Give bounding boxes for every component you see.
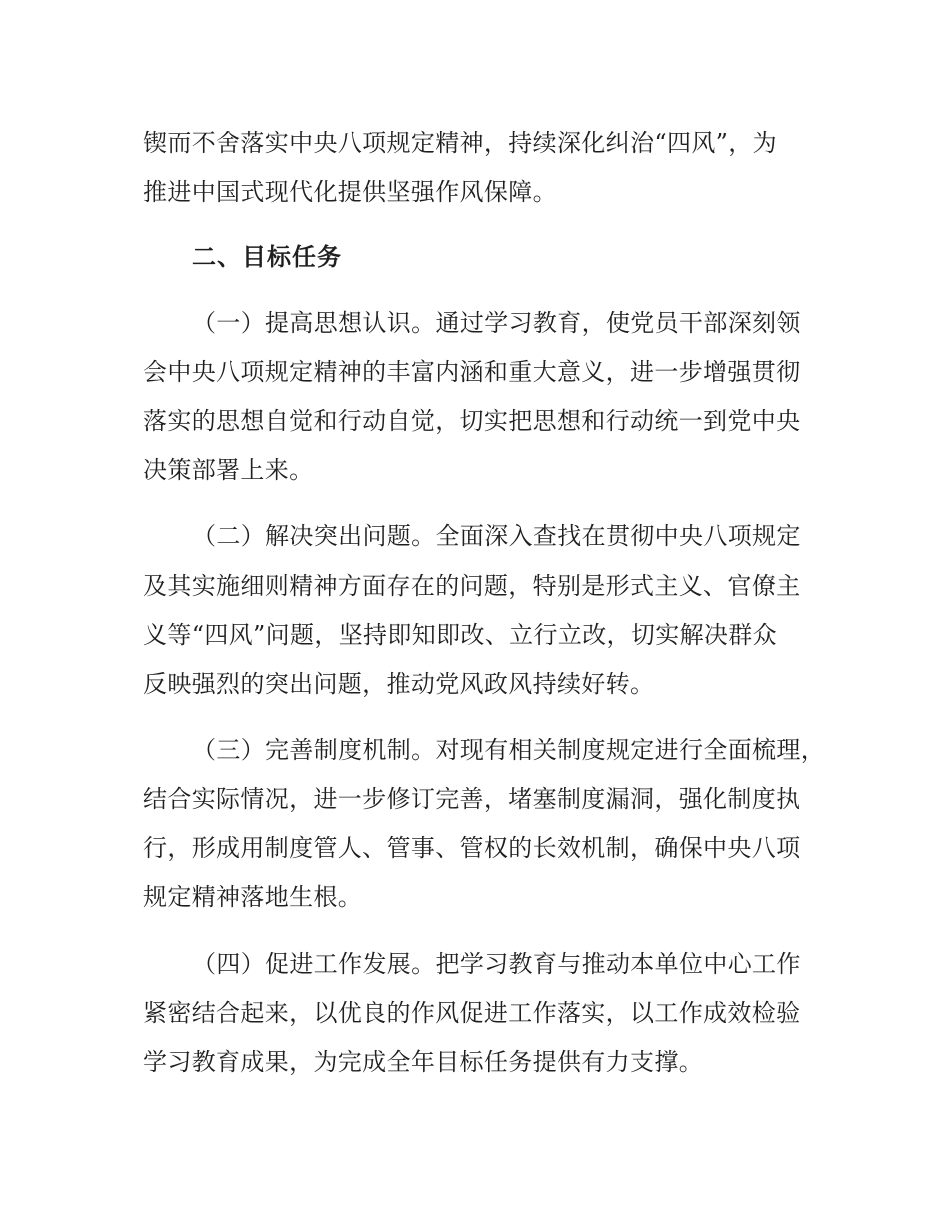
item4-line-3: 学习教育成果，为完成全年目标任务提供有力支撑。: [143, 1048, 704, 1076]
item2-line-2: 及其实施细则精神方面存在的问题，特别是形式主义、官僚主: [143, 572, 801, 600]
item2-line-3: 义等“四风”问题，坚持即知即改、立行立改，切实解决群众: [143, 621, 777, 649]
item2-line-4: 反映强烈的突出问题，推动党风政风持续好转。: [143, 670, 655, 698]
item4-line-1: （四）促进工作发展。把学习教育与推动本单位中心工作: [192, 950, 801, 978]
item1-line-2: 会中央八项规定精神的丰富内涵和重大意义，进一步增强贯彻: [143, 358, 801, 386]
item3-line-4: 规定精神落地生根。: [143, 883, 363, 911]
item2-line-1: （二）解决突出问题。全面深入查找在贯彻中央八项规定: [192, 522, 801, 550]
item1-line-4: 决策部署上来。: [143, 456, 314, 484]
intro-line-1: 锲而不舍落实中央八项规定精神，持续深化纠治“四风”，为: [143, 129, 777, 157]
section-heading: 二、目标任务: [192, 243, 342, 271]
intro-line-2: 推进中国式现代化提供坚强作风保障。: [143, 178, 557, 206]
item3-line-3: 行，形成用制度管人、管事、管权的长效机制，确保中央八项: [143, 834, 801, 862]
item1-line-3: 落实的思想自觉和行动自觉，切实把思想和行动统一到党中央: [143, 407, 801, 435]
item3-line-2: 结合实际情况，进一步修订完善，堵塞制度漏洞，强化制度执: [143, 785, 801, 813]
item3-line-1: （三）完善制度机制。对现有相关制度规定进行全面梳理，: [192, 736, 826, 764]
item1-line-1: （一）提高思想认识。通过学习教育，使党员干部深刻领: [192, 309, 801, 337]
item4-line-2: 紧密结合起来，以优良的作风促进工作落实，以工作成效检验: [143, 999, 801, 1027]
